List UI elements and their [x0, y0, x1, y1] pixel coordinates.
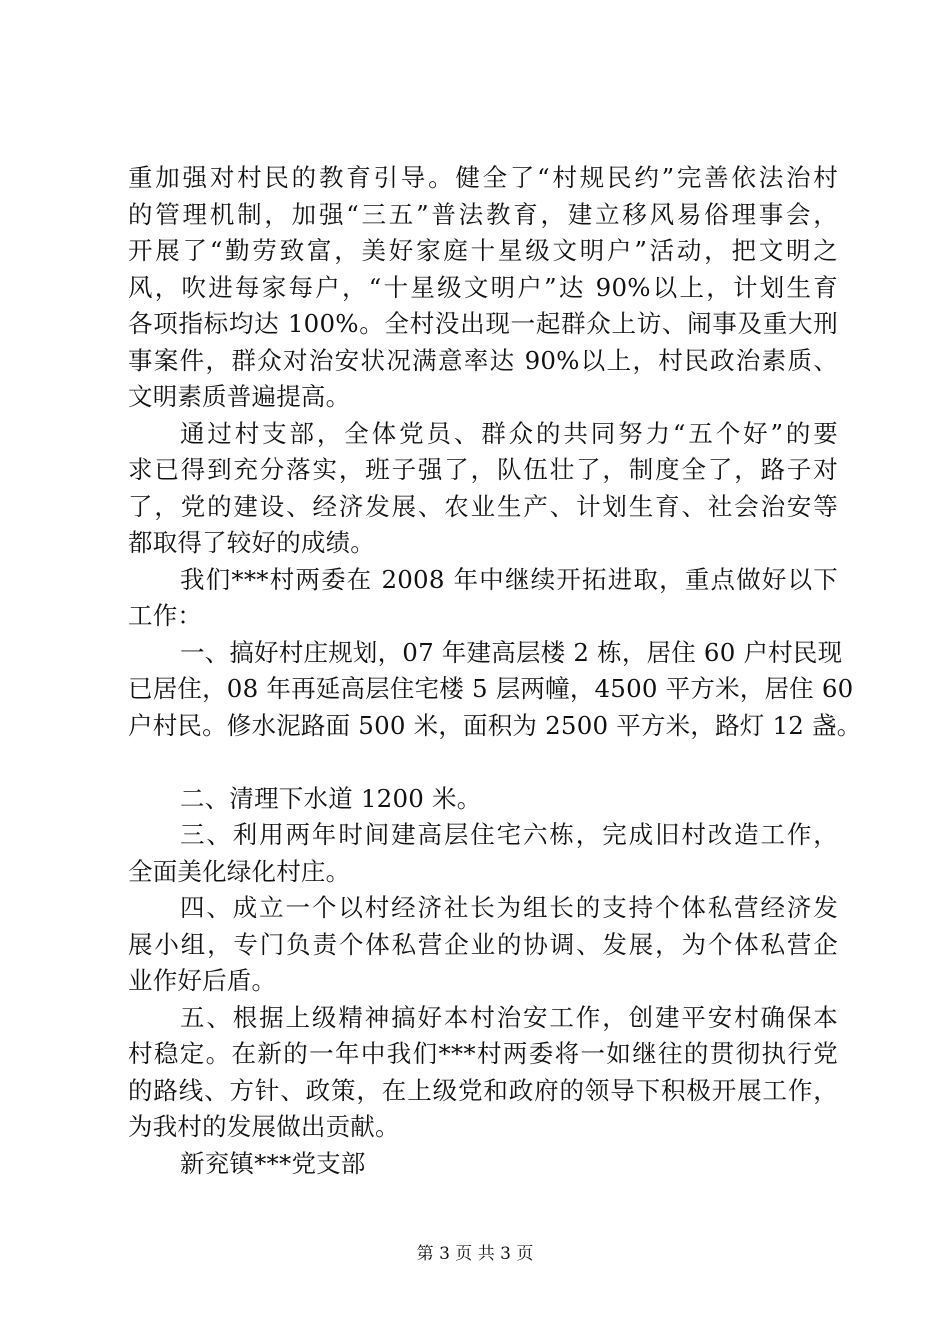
paragraph-line: 通过村支部，全体党员、群众的共同努力“五个好”的要: [180, 418, 838, 448]
paragraph-line: 我们***村两委在 2008 年中继续开拓进取，重点做好以下: [180, 564, 838, 594]
paragraph-item-four: [128, 890, 838, 1000]
paragraph-2008-plan: [128, 562, 838, 635]
document-body: [128, 160, 862, 1182]
paragraph-line: 求已得到充分落实，班子强了，队伍壮了，制度全了，路子对: [128, 455, 838, 484]
blank-line: [128, 744, 838, 781]
paragraph-line: 村稳定。在新的一年中我们***村两委将一如继往的贯彻执行党: [128, 1039, 838, 1068]
signature: 新兖镇***党支部: [180, 1148, 366, 1178]
paragraph-line: 一、搞好村庄规划，07 年建高层楼 2 栋，居住 60 户村民现: [180, 637, 843, 667]
paragraph-line: 五、根据上级精神搞好本村治安工作，创建平安村确保本: [180, 1002, 838, 1032]
paragraph-line: 业作好后盾。: [128, 966, 277, 995]
paragraph-five-goods: [128, 416, 838, 562]
paragraph-line: 风，吹进每家每户，“十星级文明户”达 90%以上，计划生育: [128, 272, 838, 302]
paragraph-line: 各项指标均达 100%。全村没出现一起群众上访、闹事及重大刑: [128, 309, 838, 338]
paragraph-line: 工作：: [128, 601, 203, 630]
paragraph-item-three: [128, 817, 838, 890]
paragraph-line: 展小组，专门负责个体私营企业的协调、发展，为个体私营企: [128, 929, 838, 959]
paragraph-line: 三、利用两年时间建高层住宅六栋，完成旧村改造工作，: [180, 820, 838, 849]
paragraph-line: 都取得了较好的成绩。: [128, 528, 375, 557]
paragraph-line: 二、清理下水道 1200 米。: [180, 783, 482, 813]
paragraph-line: 重加强对村民的教育引导。健全了“村规民约”完善依法治村: [128, 163, 838, 192]
paragraph-line: 的管理机制，加强“三五”普法教育，建立移风易俗理事会，: [128, 199, 838, 229]
paragraph-line: 为我村的发展做出贡献。: [128, 1112, 400, 1141]
paragraph-line: 开展了“勤劳致富，美好家庭十星级文明户”活动，把文明之: [128, 236, 838, 265]
paragraph-line: 了，党的建设、经济发展、农业生产、计划生育、社会治安等: [128, 491, 838, 521]
paragraph-line: 全面美化绿化村庄。: [128, 856, 351, 886]
paragraph-line: 户村民。修水泥路面 500 米，面积为 2500 平方米，路灯 12 盏。: [128, 710, 862, 740]
paragraph-item-five: [128, 1000, 838, 1146]
paragraph-line: 文明素质普遍提高。: [128, 382, 351, 411]
paragraph-line: 四、成立一个以村经济社长为组长的支持个体私营经济发: [180, 893, 838, 922]
paragraph-line: 的路线、方针、政策，在上级党和政府的领导下积极开展工作，: [128, 1075, 838, 1105]
paragraph-item-two: [128, 781, 838, 818]
page-number-footer: 第 3 页 共 3 页: [416, 1244, 534, 1264]
paragraph-line: 已居住，08 年再延高层住宅楼 5 层两幢，4500 平方米，居住 60: [128, 674, 854, 703]
paragraph-education: [128, 160, 838, 416]
paragraph-item-one: [128, 635, 862, 745]
paragraph-line: 事案件，群众对治安状况满意率达 90%以上，村民政治素质、: [128, 345, 838, 375]
